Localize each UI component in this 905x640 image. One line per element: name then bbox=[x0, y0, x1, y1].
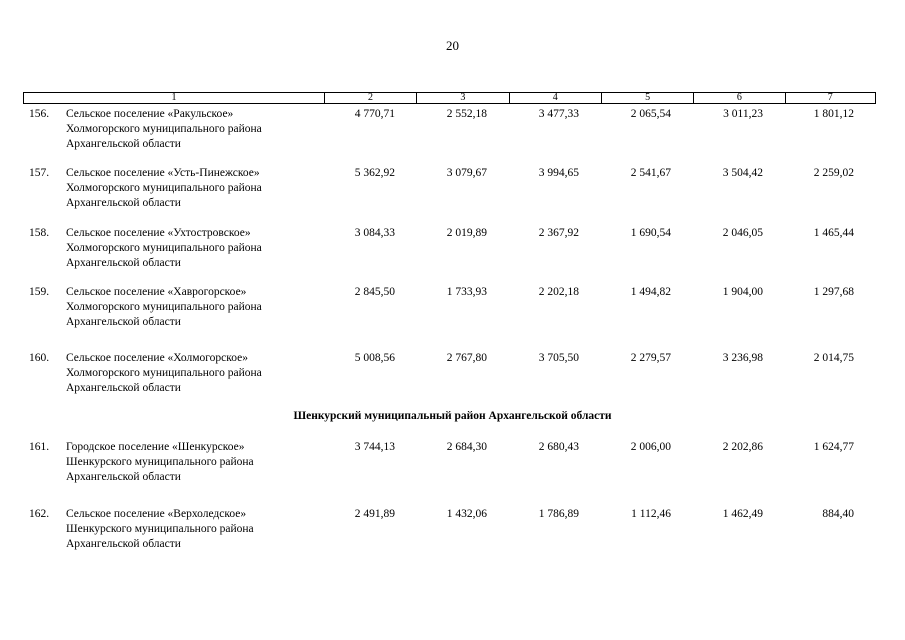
name-line: Холмогорского муниципального района bbox=[66, 182, 262, 194]
row-name bbox=[66, 107, 326, 152]
row-value: 3 084,33 bbox=[354, 227, 395, 239]
row-value: 2 259,02 bbox=[813, 167, 854, 179]
row-value: 3 236,98 bbox=[722, 352, 763, 364]
row-number: 157. bbox=[29, 167, 50, 179]
row-value: 1 733,93 bbox=[446, 286, 487, 298]
name-line: Холмогорского муниципального района bbox=[66, 367, 262, 379]
row-value: 2 279,57 bbox=[630, 352, 671, 364]
name-line: Архангельской области bbox=[66, 538, 181, 550]
name-line: Сельское поселение «Усть-Пинежское» bbox=[66, 167, 260, 179]
row-value: 2 367,92 bbox=[538, 227, 579, 239]
row-value: 3 079,67 bbox=[446, 167, 487, 179]
name-line: Архангельской области bbox=[66, 138, 181, 150]
row-name bbox=[66, 285, 326, 330]
column-header: 1 bbox=[171, 92, 177, 103]
row-value: 1 786,89 bbox=[538, 508, 579, 520]
row-value: 3 504,42 bbox=[722, 167, 763, 179]
row-value: 2 202,86 bbox=[722, 441, 763, 453]
row-value: 2 014,75 bbox=[813, 352, 854, 364]
row-value: 5 362,92 bbox=[354, 167, 395, 179]
table-header bbox=[23, 92, 876, 104]
name-line: Сельское поселение «Ракульское» bbox=[66, 108, 234, 120]
row-value: 2 491,89 bbox=[354, 508, 395, 520]
column-header: 4 bbox=[509, 93, 601, 103]
column-header: 5 bbox=[601, 93, 693, 103]
name-line: Архангельской области bbox=[66, 257, 181, 269]
row-value: 884,40 bbox=[822, 508, 854, 520]
row-value: 2 767,80 bbox=[446, 352, 487, 364]
row-value: 1 462,49 bbox=[722, 508, 763, 520]
row-value: 3 705,50 bbox=[538, 352, 579, 364]
name-line: Архангельской области bbox=[66, 382, 181, 394]
row-value: 5 008,56 bbox=[354, 352, 395, 364]
row-value: 2 541,67 bbox=[630, 167, 671, 179]
row-value: 3 994,65 bbox=[538, 167, 579, 179]
row-name bbox=[66, 351, 326, 396]
column-header: 2 bbox=[324, 93, 416, 103]
row-number: 160. bbox=[29, 352, 50, 364]
row-value: 1 297,68 bbox=[813, 286, 854, 298]
name-line: Холмогорского муниципального района bbox=[66, 301, 262, 313]
name-line: Сельское поселение «Холмогорское» bbox=[66, 352, 249, 364]
row-value: 1 465,44 bbox=[813, 227, 854, 239]
row-value: 2 019,89 bbox=[446, 227, 487, 239]
row-value: 3 477,33 bbox=[538, 108, 579, 120]
row-value: 1 801,12 bbox=[813, 108, 854, 120]
row-value: 4 770,71 bbox=[354, 108, 395, 120]
row-number: 156. bbox=[29, 108, 50, 120]
row-name bbox=[66, 166, 326, 211]
name-line: Шенкурского муниципального района bbox=[66, 456, 254, 468]
name-line: Холмогорского муниципального района bbox=[66, 242, 262, 254]
row-value: 2 065,54 bbox=[630, 108, 671, 120]
name-line: Шенкурского муниципального района bbox=[66, 523, 254, 535]
row-number: 162. bbox=[29, 508, 50, 520]
row-value: 3 011,23 bbox=[723, 108, 763, 120]
name-line: Архангельской области bbox=[66, 316, 181, 328]
row-value: 2 845,50 bbox=[354, 286, 395, 298]
row-number: 158. bbox=[29, 227, 50, 239]
row-value: 2 680,43 bbox=[538, 441, 579, 453]
row-value: 1 690,54 bbox=[630, 227, 671, 239]
name-line: Сельское поселение «Верхоледское» bbox=[66, 508, 247, 520]
row-value: 1 112,46 bbox=[631, 508, 671, 520]
row-value: 2 552,18 bbox=[446, 108, 487, 120]
row-value: 2 202,18 bbox=[538, 286, 579, 298]
row-value: 2 046,05 bbox=[722, 227, 763, 239]
page-number: 20 bbox=[446, 38, 459, 53]
row-value: 2 684,30 bbox=[446, 441, 487, 453]
name-line: Городское поселение «Шенкурское» bbox=[66, 441, 245, 453]
row-value: 1 624,77 bbox=[813, 441, 854, 453]
column-header: 6 bbox=[693, 93, 784, 103]
row-name bbox=[66, 440, 326, 485]
row-value: 1 904,00 bbox=[722, 286, 763, 298]
row-value: 1 432,06 bbox=[446, 508, 487, 520]
name-line: Архангельской области bbox=[66, 471, 181, 483]
row-name bbox=[66, 226, 326, 271]
column-header: 7 bbox=[785, 93, 875, 103]
name-line: Сельское поселение «Хаврогорское» bbox=[66, 286, 247, 298]
row-number: 159. bbox=[29, 286, 50, 298]
name-line: Архангельской области bbox=[66, 197, 181, 209]
name-line: Холмогорского муниципального района bbox=[66, 123, 262, 135]
row-value: 1 494,82 bbox=[630, 286, 671, 298]
column-header: 3 bbox=[416, 93, 508, 103]
row-name bbox=[66, 507, 326, 552]
section-title: Шенкурский муниципальный район Архангельской области bbox=[293, 410, 612, 422]
row-number: 161. bbox=[29, 441, 50, 453]
name-line: Сельское поселение «Ухтостровское» bbox=[66, 227, 251, 239]
row-value: 3 744,13 bbox=[354, 441, 395, 453]
row-value: 2 006,00 bbox=[630, 441, 671, 453]
